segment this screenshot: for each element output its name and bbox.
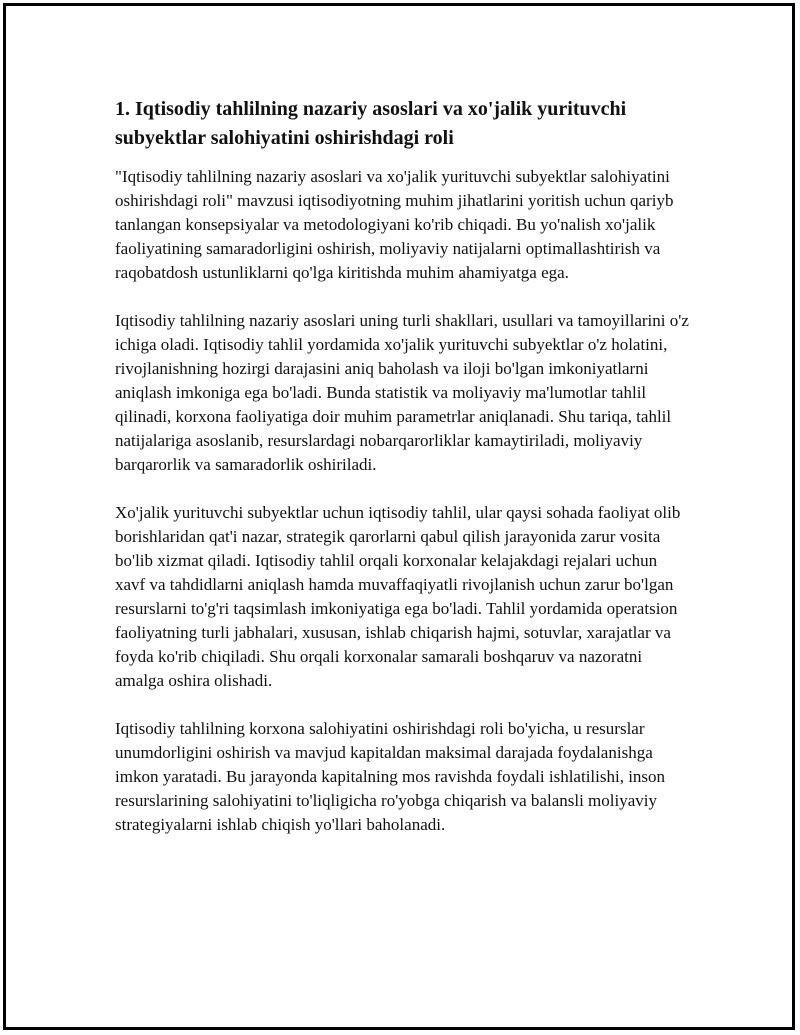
paragraph-2: Iqtisodiy tahlilning nazariy asoslari uning turli shakllari, usullari va tamoyillarini o'z ichiga oladi. Iqtisodiy tahlil yordamida xo'jalik yurituvchi subyektlar o'z holatini, rivojlanishning hozirgi darajasini aniq baholash va iloji bo'lgan imkoniyatlarni aniqlash imkoniga ega bo'ladi. Bunda statistik va moliyaviy ma'lumotlar tahlil qilinadi, korxona faoliyatiga doir muhim parametrlar aniqlanadi. Shu tariqa, tahlil natijalariga asoslanib, resurslardagi nobarqarorliklar kamaytiriladi, moliyaviy barqarorlik va samaradorlik oshiriladi. — [115, 311, 689, 474]
paragraph-4: Iqtisodiy tahlilning korxona salohiyatini oshirishdagi roli bo'yicha, u resurslar unumdorligini oshirish va mavjud kapitaldan maksimal darajada foydalanishga imkon yaratadi. Bu jarayonda kapitalning mos ravishda foydali ishlatilishi, inson resurslarining salohiyatini to'liqligicha ro'yobga chiqarish va balansli moliyaviy strategiyalarni ishlab chiqish yo'llari baholanadi. — [115, 719, 666, 834]
paragraph-3: Xo'jalik yurituvchi subyektlar uchun iqtisodiy tahlil, ular qaysi sohada faoliyat olib borishlaridan qat'i nazar, strategik qarorlarni qabul qilish jarayonida zarur vosita bo'lib xizmat qiladi. Iqtisodiy tahlil orqali korxonalar kelajakdagi rejalari uchun xavf va tahdidlarni aniqlash hamda muvaffaqiyatli rivojlanish uchun zarur bo'lgan resurslarni to'g'ri taqsimlash imkoniyatiga ega bo'ladi. Tahlil yordamida operatsion faoliyatning turli jabhalari, xususan, ishlab chiqarish hajmi, sotuvlar, xarajatlar va foyda ko'rib chiqiladi. Shu orqali korxonalar samarali boshqaruv va nazoratni amalga oshira olishadi. — [115, 503, 681, 690]
paragraph-1: "Iqtisodiy tahlilning nazariy asoslari va xo'jalik yurituvchi subyektlar salohiyatini oshirishdagi roli" mavzusi iqtisodiyotning muhim jihatlarini yoritish uchun qariyb tanlangan konsepsiyalar va metodologiyani ko'rib chiqadi. Bu yo'nalish xo'jalik faoliyatining samaradorligini oshirish, moliyaviy natijalarni optimallashtirish va raqobatdosh ustunliklarni qo'lga kiritishda muhim ahamiyatga ega. — [115, 167, 674, 282]
document-body — [115, 95, 690, 861]
section-heading: 1. Iqtisodiy tahlilning nazariy asoslari va xo'jalik yurituvchi subyektlar salohiyatini oshirishdagi roli — [115, 98, 627, 149]
